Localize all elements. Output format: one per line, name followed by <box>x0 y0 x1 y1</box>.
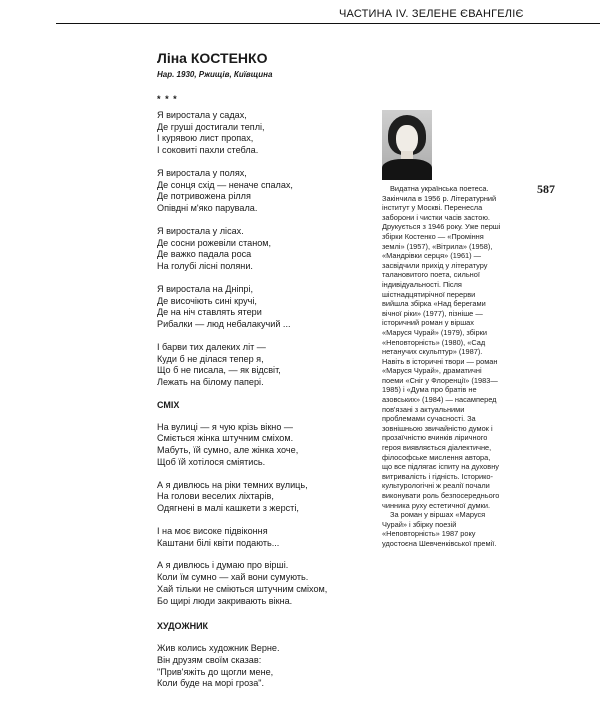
poem-line: Жив колись художник Верне. <box>157 643 280 653</box>
poem-line: Де на ніч ставлять ятери <box>157 307 262 318</box>
poem-line: І на моє високе підвіконня <box>157 525 268 536</box>
author-name: Ліна КОСТЕНКО <box>157 50 268 66</box>
author-biography <box>382 184 502 549</box>
poem-line: Мабуть, їй сумно, але жінка хоче, <box>157 445 299 455</box>
poem-line: Одягнені в малі кашкети з жерсті, <box>157 503 299 513</box>
poem-line: Я виростала у полях, <box>157 167 247 178</box>
stanza <box>157 526 372 550</box>
running-head: ЧАСТИНА IV. ЗЕЛЕНЕ ЄВАНГЕЛІЄ <box>339 8 524 20</box>
poem-line: Опівдні м'яко парувала. <box>157 203 258 213</box>
poem-line: Де височіють сині кручі, <box>157 295 257 306</box>
stanza <box>157 226 372 273</box>
poem-line: Куди б не ділася тепер я, <box>157 353 264 364</box>
stanza <box>157 480 372 515</box>
poem-line: Каштани білі квіти подають... <box>157 537 280 548</box>
poem-line: Я виростала у лісах. <box>157 225 244 236</box>
poem-line: Де важко падала роса <box>157 249 252 260</box>
header-rule <box>56 23 600 24</box>
page-number: 587 <box>537 182 555 196</box>
poem-line: А я дивлюсь на ріки темних вулиць, <box>157 479 308 490</box>
photo-face <box>396 125 418 154</box>
poem-untitled <box>157 110 372 389</box>
stanza <box>157 284 372 331</box>
poem-line: "Прив'яжіть до щогли мене, <box>157 666 274 677</box>
stanza <box>157 643 372 690</box>
poem-line: А я дивлюсь і думаю про вірші. <box>157 560 289 571</box>
poem-line: І курявою лист пропах, <box>157 133 254 144</box>
poem-line: Де потривожена рілля <box>157 191 251 202</box>
stanza <box>157 110 372 157</box>
poem-line: Щоб їй хотілося сміятись. <box>157 456 266 467</box>
poem-line: Коли буде на морі гроза". <box>157 678 265 689</box>
poem-line: Я виростала у садах, <box>157 109 247 120</box>
poem-line: Лежать на білому папері. <box>157 377 264 387</box>
poem-line: Хай тільки не сміються штучним сміхом, <box>157 583 328 594</box>
poems-column <box>157 94 372 701</box>
poem-line: І соковиті пахли стебла. <box>157 145 259 155</box>
stanza <box>157 422 372 469</box>
stanza <box>157 560 372 607</box>
poem-line: Він друзям своїм сказав: <box>157 654 262 665</box>
poem-line: Бо щирі люди закривають вікна. <box>157 595 293 606</box>
poem-title-smikh: СМІХ <box>157 399 180 410</box>
poem-smikh <box>157 422 372 608</box>
poem-line: На голови веселих ліхтарів, <box>157 491 274 502</box>
stanza <box>157 342 372 389</box>
poem-line: Коли їм сумно — хай вони сумують. <box>157 572 309 582</box>
poem-line: На вулиці — я чую крізь вікно — <box>157 421 293 432</box>
bio-paragraph: За роман у віршах «Маруся Чурай» і збірку поезій «Неповторність» 1987 року удостоєна Шевченківської премії. <box>382 510 497 548</box>
poem-line: Сміється жінка штучним сміхом. <box>157 433 294 444</box>
author-birth-info: Нар. 1930, Ржищів, Київщина <box>157 70 273 79</box>
photo-dress <box>382 159 432 180</box>
bio-paragraph: Видатна українська поетеса. Закінчила в 1956 р. Літературний інститут у Москві. Перенесла заборони і чистки часів застою. Друкується з 1946 року. Уже перші збірки Костенко — «Проміння землі» (1957), «Вітрила» (1958), «Мандрівки серця» (1961) — засвідчили прихід у літературу талановитого поета, сильної індивідуальності. Після шістнадцятирічної перерви вийшла збірка «Над берегами вічної ріки» (1977), пізніше — історичний роман у віршах «Маруся Чурай» (1979), збірки «Неповторність» (1980), «Сад нетанучих скульптур» (1987). Навіть в історичні твори — роман «Маруся Чурай», драматичні поеми «Сніг у Флоренції» (1983—1985) і «Дума про братів не азовських» (1984) — насамперед пов'язані з актуальними проблемами сучасності. За зовнішньою звичайністю думок і прозаїчністю вчинків ліричного героя виявляється діалектичне, філософське мислення автора, що все підлягає іспиту на духовну витривалість і гідність. Історико-культурологічні ж реалії почали виконувати роль безпосереднього чинника руху естетичної думки. <box>382 184 501 510</box>
poem-line: І барви тих далеких літ — <box>157 341 266 352</box>
poem-line: На голубі лісні поляни. <box>157 261 253 271</box>
poem-line: Де сонця схід — неначе спалах, <box>157 179 293 190</box>
poem-line: Рибалки — люд небалакучий ... <box>157 319 291 329</box>
poem-line: Що б не писала, — як відсвіт, <box>157 365 281 376</box>
poem-khudozhnyk <box>157 643 372 690</box>
author-photo <box>382 110 432 180</box>
poem-title-stars: * * * <box>157 94 178 104</box>
poem-title-khudozhnyk: ХУДОЖНИК <box>157 621 209 632</box>
poem-line: Я виростала на Дніпрі, <box>157 283 254 294</box>
poem-line: Де сосни рожевіли станом, <box>157 237 272 248</box>
poem-line: Де груші достигали теплі, <box>157 121 265 132</box>
stanza <box>157 168 372 215</box>
